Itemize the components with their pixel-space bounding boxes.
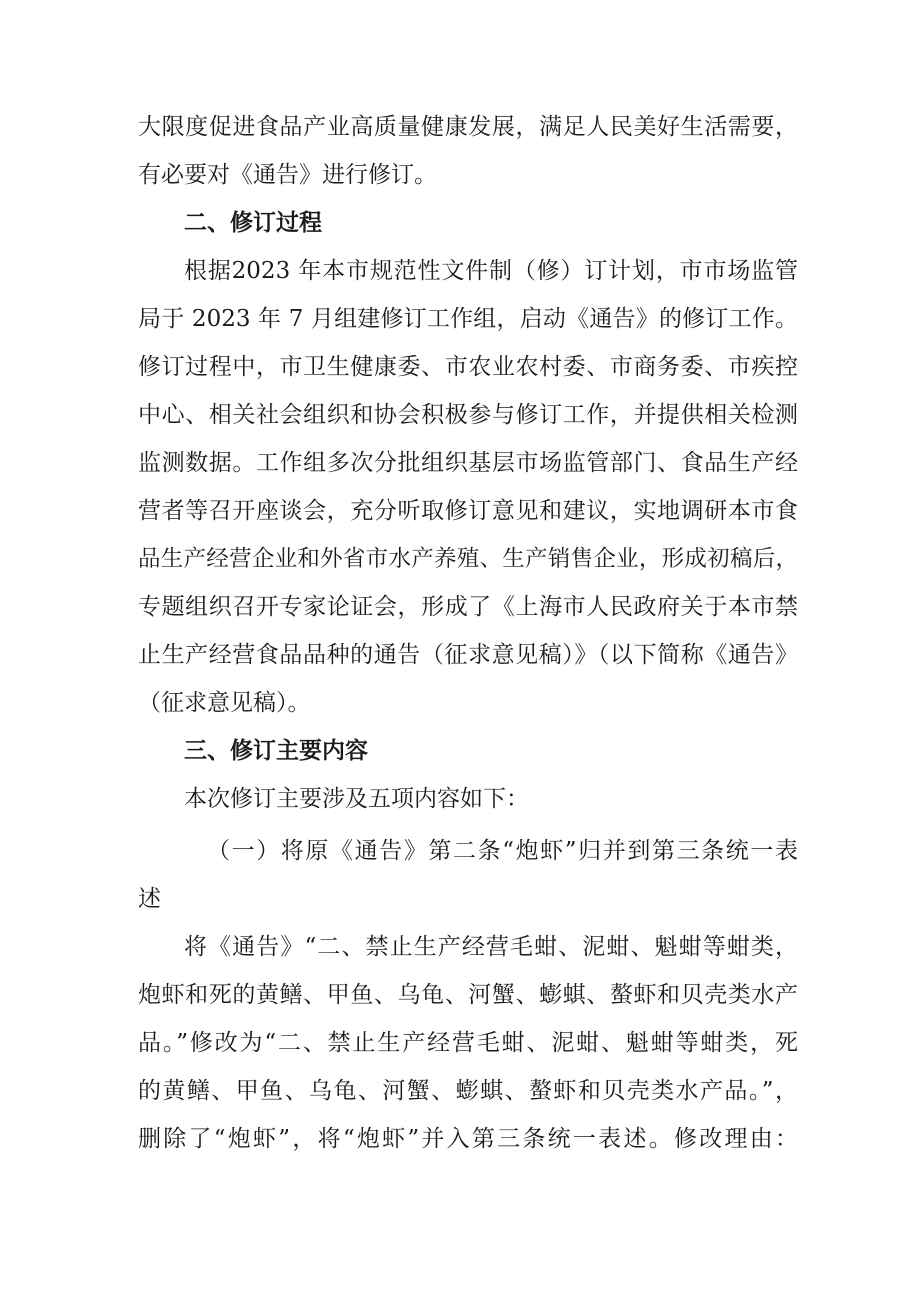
section2-line-6: 营者等召开座谈会，充分听取修订意见和建议，实地调研本市食 (138, 498, 798, 524)
item1-title-line-1: （一）将原《通告》第二条“炮虾”归并到第三条统一表 (207, 838, 798, 864)
section3-intro: 本次修订主要涉及五项内容如下： (184, 786, 529, 812)
section2-line-5: 监测数据。工作组多次分批组织基层市场监管部门、食品生产经 (138, 450, 798, 476)
section-heading-main-content: 三、修订主要内容 (184, 738, 368, 764)
item1-body-line-5: 删除了“炮虾”，将“炮虾”并入第三条统一表述。修改理由： (138, 1126, 798, 1152)
intro-line-1: 大限度促进食品产业高质量健康发展，满足人民美好生活需要， (138, 114, 798, 140)
item1-body-line-3: 品。”修改为“二、禁止生产经营毛蚶、泥蚶、魁蚶等蚶类，死 (138, 1030, 798, 1056)
section2-line-7: 品生产经营企业和外省市水产养殖、生产销售企业，形成初稿后， (138, 546, 798, 572)
section2-line-8: 专题组织召开专家论证会，形成了《上海市人民政府关于本市禁 (138, 594, 798, 620)
item1-title-line-2: 述 (138, 886, 161, 912)
item1-body-line-1: 将《通告》“二、禁止生产经营毛蚶、泥蚶、魁蚶等蚶类， (184, 934, 798, 960)
item1-body-line-2: 炮虾和死的黄鳝、甲鱼、乌龟、河蟹、蟛蜞、螯虾和贝壳类水产 (138, 982, 798, 1008)
section2-line-10: （征求意见稿）。 (138, 690, 311, 716)
section2-line-2: 局于 2023 年 7 月组建修订工作组，启动《通告》的修订工作。 (138, 306, 798, 332)
section2-line-1: 根据2023 年本市规范性文件制（修）订计划，市市场监管 (184, 258, 798, 284)
item1-body-line-4: 的黄鳝、甲鱼、乌龟、河蟹、蟛蜞、螯虾和贝壳类水产品。”， (138, 1078, 798, 1104)
section-heading-revision-process: 二、修订过程 (184, 210, 322, 236)
section2-line-4: 中心、相关社会组织和协会积极参与修订工作，并提供相关检测 (138, 402, 798, 428)
section2-line-3: 修订过程中，市卫生健康委、市农业农村委、市商务委、市疾控 (138, 354, 798, 380)
section2-line-9: 止生产经营食品品种的通告（征求意见稿）》（以下简称《通告》 (138, 642, 798, 668)
intro-line-2: 有必要对《通告》进行修订。 (138, 162, 437, 188)
